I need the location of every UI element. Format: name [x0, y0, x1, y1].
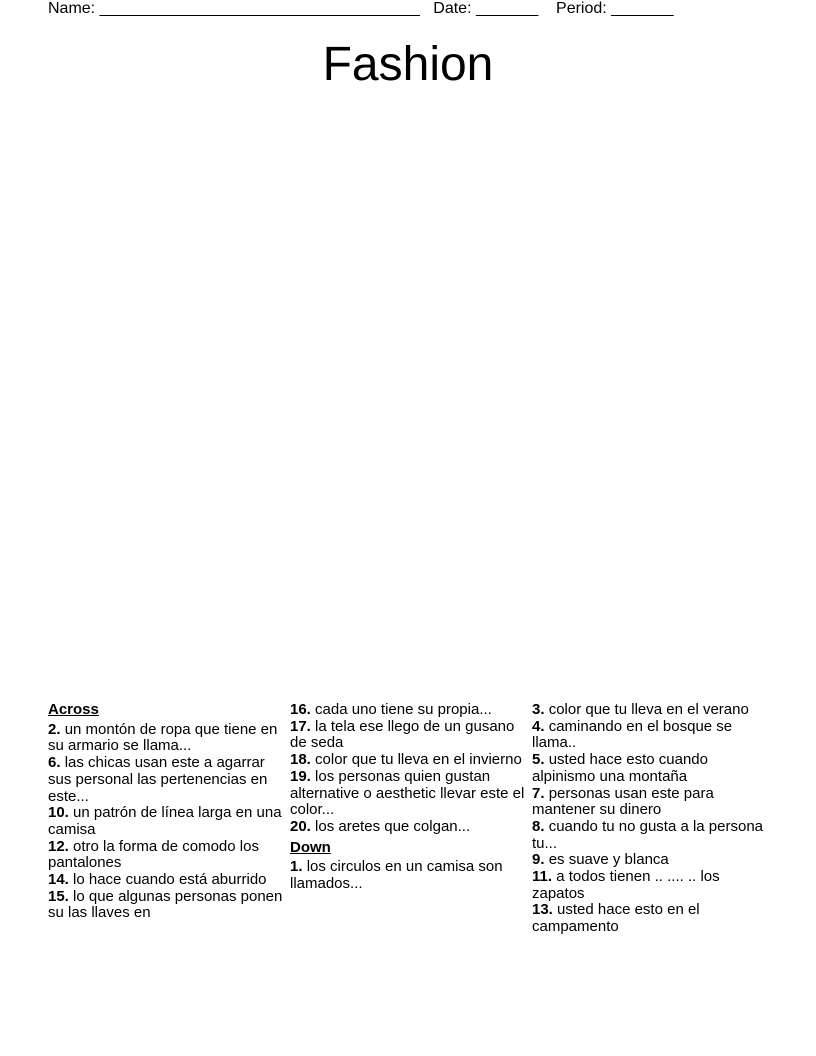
- down-clue-8: [532, 819, 768, 852]
- clue-number: 17.: [290, 717, 311, 735]
- clue-number: 4.: [532, 717, 545, 735]
- name-field: Name: ____________________________________: [48, 0, 420, 17]
- clue-number: 9.: [532, 851, 545, 869]
- clue-text: los personas quien gustan alternative o aesthetic llevar este el color...: [290, 767, 525, 819]
- across-clue-10: [48, 805, 284, 838]
- clue-text: lo hace cuando está aburrido: [73, 871, 267, 889]
- across-clue-15: [48, 889, 284, 922]
- period-field: Period: _______: [556, 0, 674, 17]
- clue-text: usted hace esto en el campamento: [532, 901, 700, 936]
- clue-number: 5.: [532, 751, 545, 769]
- down-clue-3: [532, 702, 768, 719]
- clue-number: 14.: [48, 871, 69, 889]
- down-clue-9: [532, 852, 768, 869]
- clue-number: 20.: [290, 817, 311, 835]
- clue-number: 19.: [290, 767, 311, 785]
- clues-column-3: [532, 702, 768, 936]
- crossword-grid-area: [48, 100, 768, 690]
- across-clue-18: [290, 752, 526, 769]
- across-heading: Across: [48, 701, 99, 718]
- clue-number: 12.: [48, 837, 69, 855]
- clues-column-1: [48, 702, 284, 922]
- down-clue-11: [532, 869, 768, 902]
- date-field: Date: _______: [433, 0, 539, 17]
- clue-number: 2.: [48, 720, 61, 738]
- down-clue-5: [532, 752, 768, 785]
- clue-text: color que tu lleva en el invierno: [315, 751, 522, 769]
- clue-text: personas usan este para mantener su dinero: [532, 784, 714, 819]
- clue-number: 3.: [532, 701, 545, 718]
- clue-text: un patrón de línea larga en una camisa: [48, 804, 282, 838]
- across-clue-6: [48, 755, 284, 805]
- clue-text: usted hace esto cuando alpinismo una montaña: [532, 751, 708, 785]
- clue-text: a todos tienen .. .... .. los zapatos: [532, 868, 720, 902]
- clue-text: color que tu lleva en el verano: [548, 701, 749, 718]
- clue-text: lo que algunas personas ponen su las llaves en: [48, 887, 283, 922]
- across-clue-14: [48, 872, 284, 889]
- clue-number: 15.: [48, 887, 69, 905]
- clue-text: los circulos en un camisa son llamados...: [290, 858, 503, 893]
- clue-text: cada uno tiene su propia...: [315, 701, 492, 718]
- across-clue-12: [48, 839, 284, 872]
- clue-number: 16.: [290, 701, 311, 718]
- clue-number: 11.: [532, 868, 553, 886]
- down-clue-13: [532, 902, 768, 935]
- header-fields: [48, 0, 673, 19]
- clue-text: los aretes que colgan...: [315, 817, 471, 835]
- clues-column-2: [290, 702, 526, 893]
- clue-number: 10.: [48, 804, 69, 822]
- down-heading: Down: [290, 838, 331, 856]
- clue-text: otro la forma de comodo los pantalones: [48, 837, 259, 872]
- clue-text: la tela ese llego de un gusano de seda: [290, 717, 515, 752]
- clue-number: 6.: [48, 754, 61, 772]
- clue-text: cuando tu no gusta a la persona tu...: [532, 817, 764, 852]
- clue-text: las chicas usan este a agarrar sus personal las pertenencias en este...: [48, 754, 268, 805]
- across-clue-16: [290, 702, 526, 719]
- across-clue-20: [290, 819, 526, 836]
- clue-number: 8.: [532, 817, 545, 835]
- down-clue-4: [532, 719, 768, 752]
- clue-text: es suave y blanca: [548, 851, 669, 869]
- across-clue-2: [48, 722, 284, 755]
- across-clue-17: [290, 719, 526, 752]
- clue-text: un montón de ropa que tiene en su armario se llama...: [48, 720, 278, 755]
- clue-number: 1.: [290, 858, 303, 876]
- page-title: Fashion: [322, 38, 494, 91]
- clue-number: 7.: [532, 784, 545, 802]
- down-clue-7: [532, 786, 768, 819]
- clue-text: caminando en el bosque se llama..: [532, 717, 733, 752]
- across-clue-19: [290, 769, 526, 819]
- clue-number: 18.: [290, 751, 311, 769]
- down-clue-1: [290, 859, 526, 892]
- clue-number: 13.: [532, 901, 553, 919]
